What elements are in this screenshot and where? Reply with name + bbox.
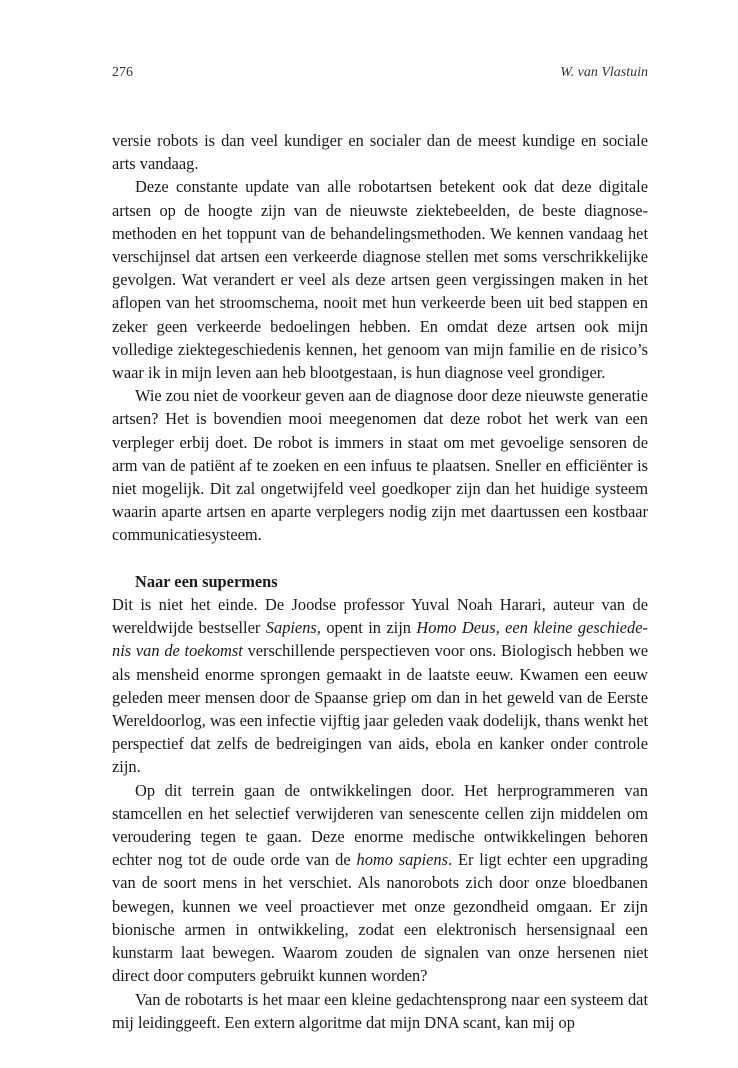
page-number: 276 (112, 65, 133, 80)
paragraph-2: Deze constante update van alle robotartsen betekent ook dat deze digitale artsen op de hoogte zijn van de nieuwste ziektebeelden, de beste diagnosemethoden en het toppunt van de behandelingsmethoden. We kennen vandaag het verschijnsel dat artsen een verkeerde diagnose stellen met soms verschrikkelijke gevolgen. Wat verandert er veel als deze artsen geen vergissingen maken in het aflopen van het stroomschema, nooit met hun verkeerde been uit bed stappen en zeker geen verkeerde bedoelingen hebben. En omdat deze artsen ook mijn volledige ziektegeschiedenis kennen, het genoom van mijn familie en de risico’s waar ik in mijn leven aan heb blootgestaan, is hun diagnose veel grondiger. (112, 177, 648, 383)
paragraph-5-text-b: . Er ligt echter een upgrading van de soort mens in het verschiet. Als nanorobots zich door onze bloedbanen bewegen, kunnen we veel proactiever met onze gezondheid omgaan. Er zijn bionische armen in ontwikkeling, zodat een elektronisch hersensignaal een kunstarm laat bewegen. Waarom zouden de signalen van onze hersenen niet direct door computers gebruikt kunnen worden? (112, 850, 648, 986)
body-text (112, 129, 648, 1034)
book-title-sapiens: Sapiens, (265, 618, 321, 638)
paragraph-1: versie robots is dan veel kundiger en socialer dan de meest kundige en sociale arts vandaag. (112, 131, 648, 174)
section-heading: Naar een supermens (135, 571, 278, 591)
paragraph-4-text-c: verschillende perspectieven voor ons. Biologisch hebben we als mensheid enorme sprongen gemaakt in de laatste eeuw. Kwamen een eeuw geleden meer mensen door de Spaanse griep om dan in het geweld van de Eerste Wereldoorlog, was een infectie vijftig jaar geleden vaak dodelijk, thans wenkt het perspectief dat zelfs de bedreigingen van aids, ebola en kanker onder controle zijn. (112, 641, 648, 777)
paragraph-4-text-b: opent in zijn (320, 618, 417, 638)
paragraph-4 (112, 593, 648, 779)
running-head-author: W. van Vlastuin (560, 65, 648, 80)
paragraph-5 (112, 779, 648, 988)
term-homo-sapiens: homo sapiens (356, 850, 448, 870)
paragraph-4-text-a: Dit is niet het einde. De Joodse professor Yuval Noah Harari, auteur van de wereldwijde bestseller (112, 595, 648, 638)
paragraph-3: Wie zou niet de voorkeur geven aan de diagnose door deze nieuwste generatie artsen? Het is bovendien mooi meegenomen dat deze robot het werk van een verpleger erbij doet. De robot is immers in staat om met gevoelige sensoren de arm van de patiënt af te zoeken en een infuus te plaatsen. Sneller en efficiënter is niet mogelijk. Dit zal ongetwijfeld veel goedkoper zijn dan het huidige systeem waarin aparte artsen en aparte verplegers nodig zijn met daartussen een kostbaar communicatiesysteem. (112, 386, 648, 545)
book-title-homo-deus: Homo Deus, een kleine geschiedenis van de toekomst (112, 618, 648, 661)
paragraph-5-text-a: Op dit terrein gaan de ontwikkelingen door. Het herprogrammeren van stamcellen en het selectief verwijderen van senescente cellen zijn middelen om veroudering tegen te gaan. Deze enorme medische ontwikkelingen behoren echter nog tot de oude orde van de (112, 780, 648, 870)
paragraph-6: Van de robotarts is het maar een kleine gedachtensprong naar een systeem dat mij leidinggeeft. Een extern algoritme dat mijn DNA scant, kan mij op (112, 989, 648, 1032)
